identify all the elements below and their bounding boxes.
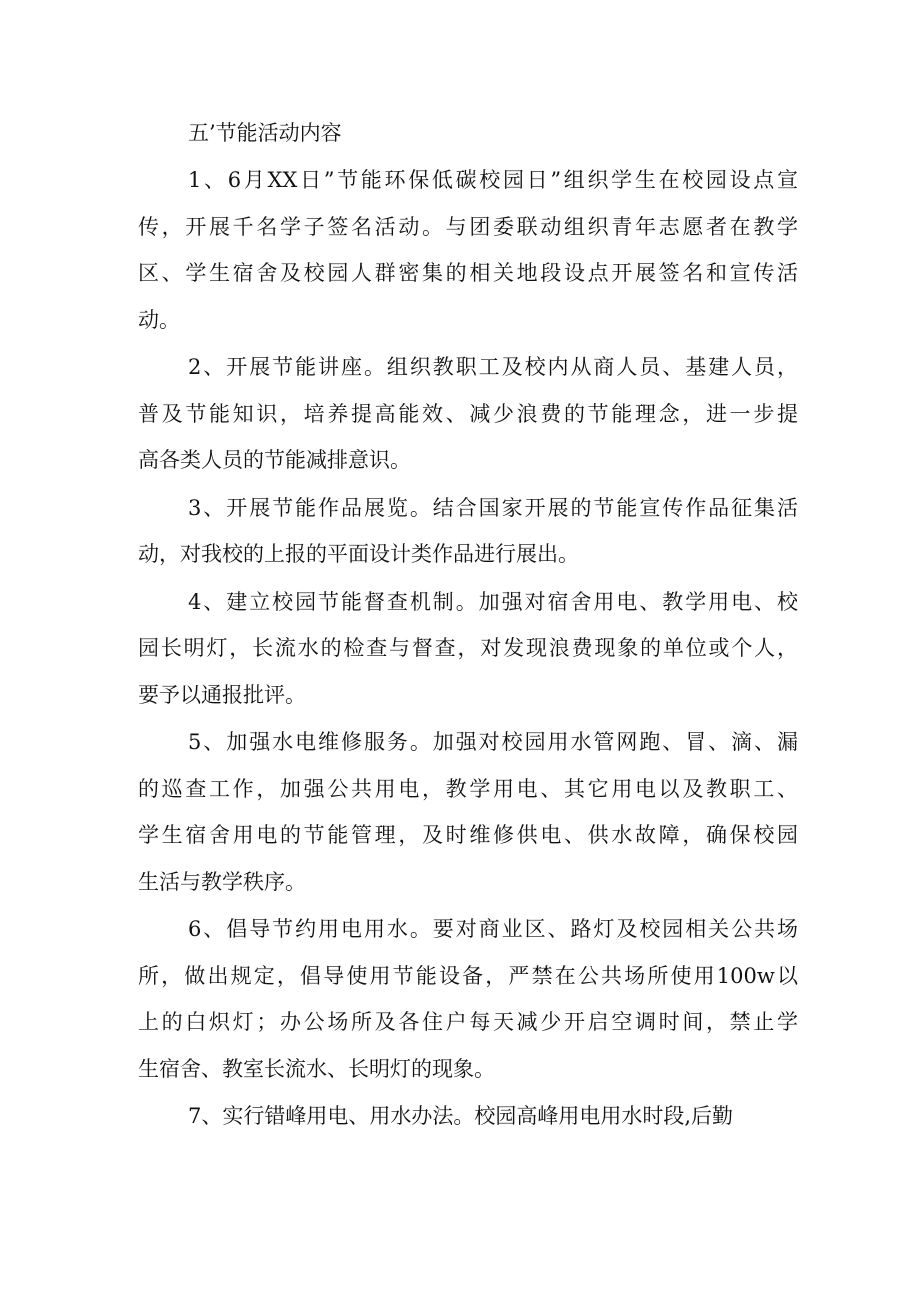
- paragraph-line: 高各类人员的节能减排意识。: [138, 448, 411, 472]
- paragraph-3: [138, 485, 798, 578]
- paragraph-1: [138, 157, 798, 343]
- paragraph-line: 要予以通报批评。: [138, 682, 306, 707]
- paragraph-line: 区、学生宿舍及校园人群密集的相关地段设点开展签名和宣传活: [138, 261, 798, 285]
- paragraph-line: 动。: [138, 307, 180, 332]
- section-heading: 五’节能活动内容: [188, 121, 342, 145]
- paragraph-line: 5、加强水电维修服务。加强对校园用水管网跑、冒、滴、漏: [188, 730, 798, 754]
- paragraph-line: 所，做出规定，倡导使用节能设备，严禁在公共场所使用100w以: [138, 963, 798, 988]
- paragraph-line: 6、倡导节约用电用水。要对商业区、路灯及校园相关公共场: [188, 917, 798, 941]
- paragraph-4: [138, 579, 798, 719]
- paragraph-line: 传，开展千名学子签名活动。与团委联动组织青年志愿者在教学: [138, 214, 798, 239]
- paragraph-line: 4、建立校园节能督查机制。加强对宿舍用电、教学用电、校: [188, 589, 798, 614]
- paragraph-7: [138, 1093, 798, 1140]
- paragraph-line: 的巡查工作，加强公共用电，教学用电、其它用电以及教职工、: [138, 776, 798, 801]
- paragraph-line: 学生宿舍用电的节能管理，及时维修供电、供水故障，确保校园: [138, 823, 798, 847]
- paragraph-line: 3、开展节能作品展览。结合国家开展的节能宣传作品征集活: [188, 495, 798, 520]
- paragraph-6: [138, 906, 798, 1092]
- paragraph-line: 7、实行错峰用电、用水办法。校园高峰用电用水时段,后勤: [188, 1104, 734, 1128]
- paragraph-line: 普及节能知识，培养提高能效、减少浪费的节能理念，进一步提: [138, 401, 798, 426]
- document-body: [138, 110, 798, 1141]
- paragraph-line: 上的白炽灯；办公场所及各住户每天减少开启空调时间，禁止学: [138, 1010, 798, 1034]
- paragraph-line: 1、6月XX日”节能环保低碳校园日”组织学生在校园设点宣: [188, 168, 798, 192]
- paragraph-line: 2、开展节能讲座。组织教职工及校内从商人员、基建人员，: [188, 355, 798, 379]
- paragraph-line: 动，对我校的上报的平面设计类作品进行展出。: [138, 542, 579, 566]
- paragraph-line: 园长明灯，长流水的检查与督查，对发现浪费现象的单位或个人，: [138, 636, 798, 660]
- paragraph-line: 生活与教学秩序。: [138, 869, 306, 894]
- paragraph-line: 生宿舍、教室长流水、长明灯的现象。: [138, 1056, 495, 1081]
- paragraph-2: [138, 344, 798, 484]
- paragraph-5: [138, 719, 798, 905]
